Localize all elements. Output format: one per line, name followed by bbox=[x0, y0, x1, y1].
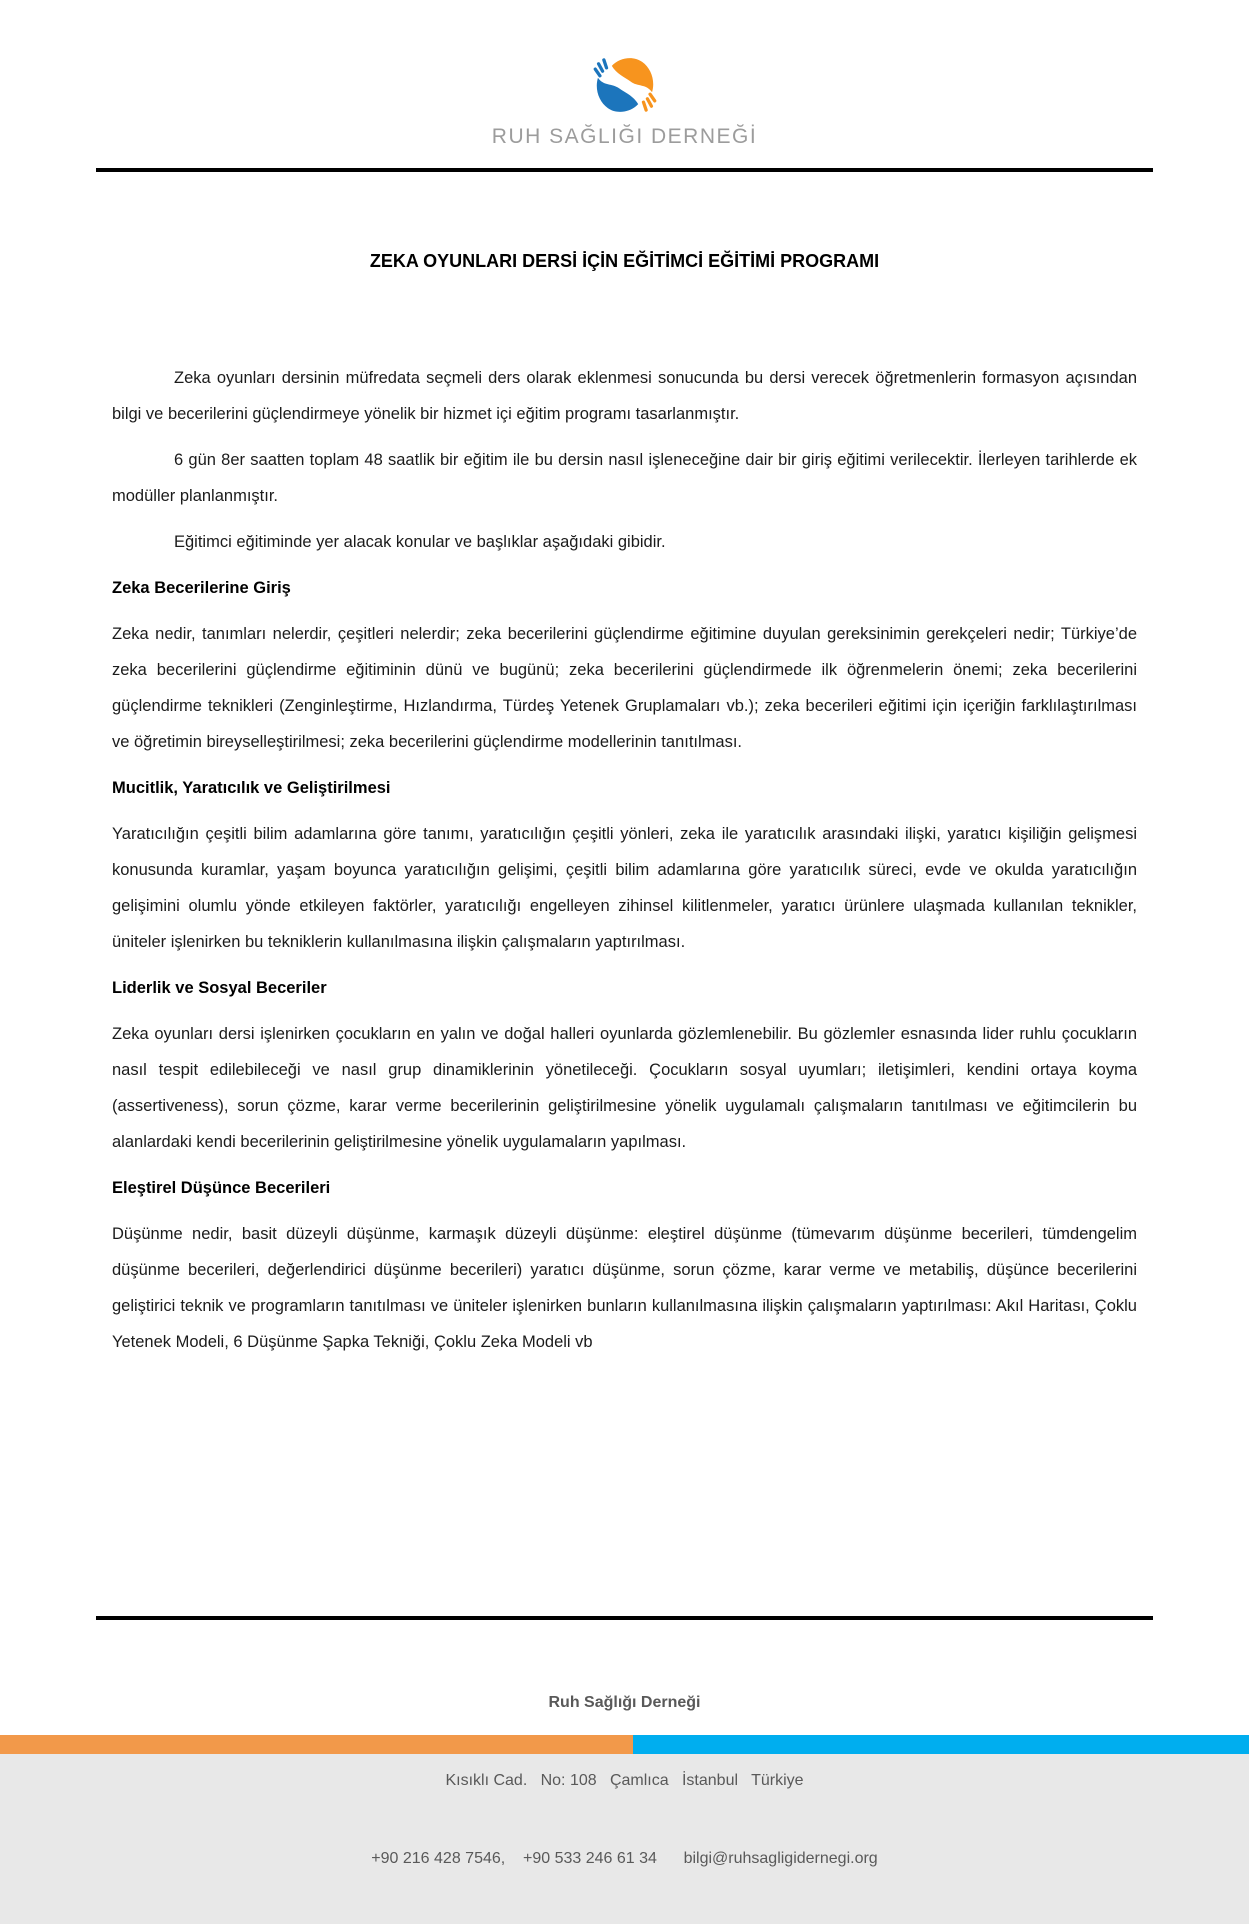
section-heading-liderlik-sosyal: Liderlik ve Sosyal Beceriler bbox=[112, 979, 327, 997]
header-divider bbox=[96, 168, 1153, 172]
section-paragraph: Düşünme nedir, basit düzeyli düşünme, karmaşık düzeyli düşünme: eleştirel düşünme (tümevarım düşünme becerileri, tümdengelim düşünme becerileri, değerlendirici düşünme becerileri) yaratıcı düşünme, sorun çözme, karar verme ve metabiliş, düşünce becerilerini geliştirici teknik ve programların tanıtılması ve üniteler işlenirken bunların kullanılmasına ilişkin çalışmaların yaptırılması: Akıl Haritası, Çoklu Yetenek Modeli, 6 Düşünme Şapka Tekniği, Çoklu Zeka Modeli vb bbox=[112, 1225, 1137, 1351]
footer-bar-orange-segment bbox=[0, 1735, 633, 1754]
org-name-header: RUH SAĞLIĞI DERNEĞİ bbox=[491, 125, 758, 148]
org-name-footer: Ruh Sağlığı Derneği bbox=[548, 1694, 701, 1711]
page-header bbox=[0, 0, 1249, 172]
section-heading-elestirel-dusunce: Eleştirel Düşünce Becerileri bbox=[112, 1179, 331, 1197]
footer-divider bbox=[96, 1616, 1153, 1620]
intro-paragraph: Eğitimci eğitiminde yer alacak konular ve başlıklar aşağıdaki gibidir. bbox=[174, 533, 666, 551]
hands-logo-icon bbox=[592, 52, 658, 118]
document-body bbox=[0, 360, 1249, 1360]
footer-color-bar bbox=[0, 1735, 1249, 1754]
section-paragraph: Zeka oyunları dersi işlenirken çocukların en yalın ve doğal halleri oyunlarda gözlemlenebilir. Bu gözlemler esnasında lider ruhlu çocukların nasıl tespit edilebileceği ve nasıl grup dinamiklerinin yönetileceği. Çocukların sosyal uyumları; iletişimleri, kendini ortaya koyma (assertiveness), sorun çözme, karar verme becerilerinin geliştirilmesine yönelik uygulamalı çalışmaların tanıtılması ve eğitimcilerin bu alanlardaki kendi becerilerinin geliştirilmesine yönelik uygulamaların yapılması. bbox=[112, 1025, 1137, 1151]
section-paragraph: Zeka nedir, tanımları nelerdir, çeşitleri nelerdir; zeka becerilerini güçlendirme eğitimine duyulan gereksinimin gerekçeleri nedir; Türkiye’de zeka becerilerini güçlendirme eğitiminin dünü ve bugünü; zeka becerilerini güçlendirmede ilk öğrenmelerin önemi; zeka becerilerini güçlendirme teknikleri (Zenginleştirme, Hızlandırma, Türdeş Yetenek Gruplamaları vb.); zeka becerileri eğitimi için içeriğin farklılaştırılması ve öğretimin bireyselleştirilmesi; zeka becerilerini güçlendirme modellerinin tanıtılması. bbox=[112, 625, 1137, 751]
intro-paragraph: 6 gün 8er saatten toplam 48 saatlik bir eğitim ile bu dersin nasıl işleneceğine dair bir giriş eğitimi verilecektir. İlerleyen tarihlerde ek modüller planlanmıştır. bbox=[112, 451, 1137, 505]
section-paragraph: Yaratıcılığın çeşitli bilim adamlarına göre tanımı, yaratıcılığın çeşitli yönleri, zeka ile yaratıcılık arasındaki ilişki, yaratıcı kişiliğin gelişmesi konusunda kuramlar, yaşam boyunca yaratıcılığın gelişimi, çeşitli bilim adamlarına göre yaratıcılık süreci, evde ve okulda yaratıcılığın gelişimini olumlu yönde etkileyen faktörler, yaratıcılığı engelleyen zihinsel kilitlenmeler, yaratıcı ürünlere ulaşmada kullanılan teknikler, üniteler işlenirken bu tekniklerin kullanılmasına ilişkin çalışmaların yaptırılması. bbox=[112, 825, 1137, 951]
footer-address: Kısıklı Cad. No: 108 Çamlıca İstanbul Türkiye bbox=[445, 1772, 804, 1789]
page-footer bbox=[0, 1638, 1249, 1924]
section-heading-zeka-becerilerine-giris: Zeka Becerilerine Giriş bbox=[112, 579, 291, 597]
page-title: ZEKA OYUNLARI DERSİ İÇİN EĞİTİMCİ EĞİTİMİ PROGRAMI bbox=[369, 251, 880, 271]
footer-bar-blue-segment bbox=[633, 1735, 1249, 1754]
intro-paragraph: Zeka oyunları dersinin müfredata seçmeli ders olarak eklenmesi sonucunda bu dersi verecek öğretmenlerin formasyon açısından bilgi ve becerilerini güçlendirmeye yönelik bir hizmet içi eğitim programı tasarlanmıştır. bbox=[112, 369, 1137, 423]
footer-contact: +90 216 428 7546, +90 533 246 61 34 bilgi@ruhsagligidernegi.org bbox=[371, 1850, 878, 1867]
org-logo bbox=[0, 52, 1249, 118]
section-heading-mucitlik-yaraticilik: Mucitlik, Yaratıcılık ve Geliştirilmesi bbox=[112, 779, 391, 797]
